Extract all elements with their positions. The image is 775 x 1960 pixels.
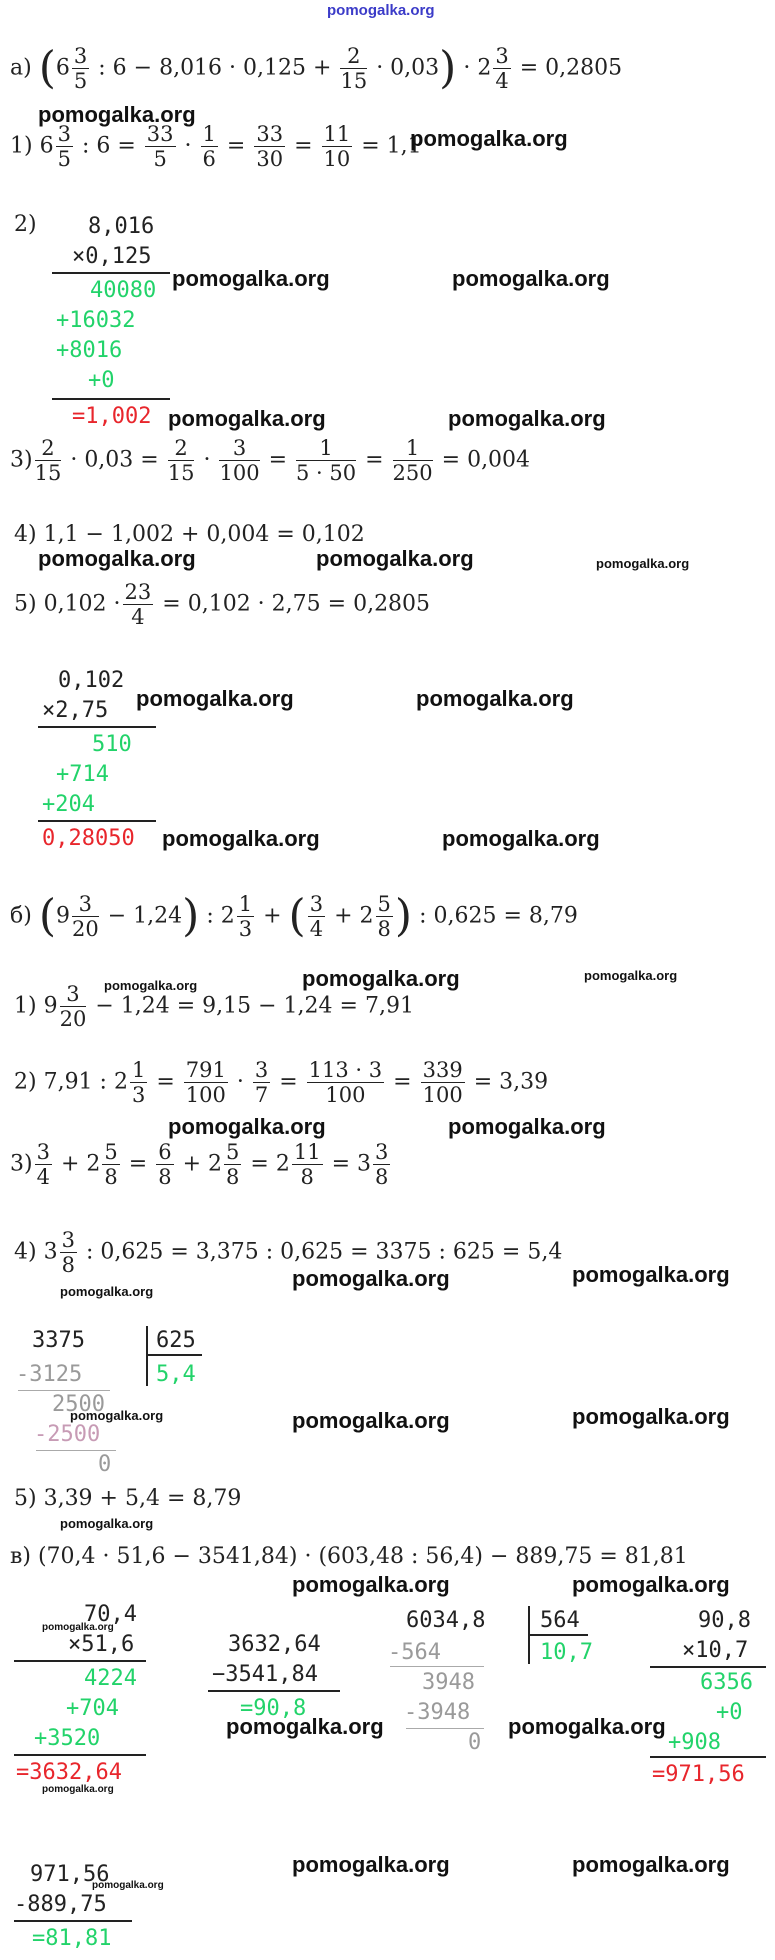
mult-v2-result: =971,56 (652, 1762, 745, 1787)
div-v-rem1: 3948 (422, 1670, 475, 1695)
divider-line (38, 726, 156, 728)
watermark-small: pomogalka.org (60, 1516, 154, 1531)
div-v-quotient: 10,7 (540, 1640, 593, 1665)
watermark: pomogalka.org (572, 1404, 730, 1429)
step-b4: 4) 3 $\frac{3}{8}$ : 0,625 = 3,375 : 0,625 = 3375 : 625 = 5,4 (14, 1228, 563, 1278)
task-b: б) (9 $\frac{3}{20}$ − 1,24) : 2 $\frac{1}{3}$ + ( $\frac{3}{4}$ + 2 $\frac{5}{8}$ ) : 0,625 = 8,79 (10, 890, 578, 942)
watermark: pomogalka.org (572, 1262, 730, 1287)
div-v-divisor: 564 (540, 1608, 580, 1633)
mult-v2-partial2: +0 (716, 1700, 743, 1725)
sub-v1-result: =90,8 (240, 1696, 307, 1721)
divider-line (390, 1666, 484, 1667)
divider-line (18, 1390, 110, 1391)
mult-a-partial4: +0 (88, 368, 115, 393)
mult-a2-line1: 0,102 (58, 668, 125, 693)
div-v-rem2: 0 (468, 1730, 482, 1755)
step-a5: 5) 0,102 · $\frac{23}{4}$ = 0,102 · 2,75 = 0,2805 (14, 580, 431, 630)
sub-v2-line2: -889,75 (14, 1892, 107, 1917)
watermark-small: pomogalka.org (60, 1284, 154, 1299)
mult-v2-line2: ×10,7 (682, 1638, 749, 1663)
step-a3: 3) $\frac{2}{15}$ · 0,03 = $\frac{2}{15}$ · $\frac{3}{100}$ = $\frac{1}{5 \cdot 50}$ = $\frac{1}{250}$ = 0,004 (10, 436, 531, 486)
watermark-small: pomogalka.org (596, 556, 690, 571)
watermark-small: pomogalka.org (42, 1784, 114, 1795)
mult-a-line1: 8,016 (88, 214, 155, 239)
watermark: pomogalka.org (452, 266, 610, 291)
sub-v1-line1: 3632,64 (228, 1632, 321, 1657)
mult-a2-partial3: +204 (42, 792, 95, 817)
watermark: pomogalka.org (292, 1266, 450, 1291)
mult-a2-partial1: 510 (92, 732, 132, 757)
watermark-small: pomogalka.org (42, 1622, 114, 1633)
divider-line (14, 1920, 132, 1922)
mult-v2-partial1: 6356 (700, 1670, 753, 1695)
div-v-dividend: 6034,8 (406, 1608, 486, 1633)
mult-a-result: =1,002 (72, 404, 152, 429)
division-bar (146, 1326, 148, 1386)
div-v-sub2: -3948 (404, 1700, 471, 1725)
divider-line (14, 1754, 146, 1756)
step-b1: 1) 9 $\frac{3}{20}$ − 1,24 = 9,15 − 1,24 = 7,91 (14, 982, 414, 1032)
div-b-quotient: 5,4 (156, 1362, 196, 1387)
watermark: pomogalka.org (442, 826, 600, 851)
divider-line (208, 1690, 340, 1692)
mult-a-partial2: +16032 (56, 308, 136, 333)
step-a4: 4) 1,1 − 1,002 + 0,004 = 0,102 (14, 522, 365, 547)
div-b-sub1: -3125 (16, 1362, 83, 1387)
divider-line (528, 1634, 588, 1636)
watermark: pomogalka.org (292, 1408, 450, 1433)
watermark: pomogalka.org (416, 686, 574, 711)
watermark: pomogalka.org (316, 546, 474, 571)
task-a: а) (6 $\frac{3}{5}$ : 6 − 8,016 · 0,125 + $\frac{2}{15}$ · 0,03) · 2 $\frac{3}{4}$ = 0,2805 (10, 42, 623, 94)
sub-v2-result: =81,81 (32, 1926, 112, 1951)
mult-a2-result: 0,28050 (42, 826, 135, 851)
watermark: pomogalka.org (172, 266, 330, 291)
mult-v1-line1: 70,4 (84, 1602, 137, 1627)
step-b3: 3) $\frac{3}{4}$ + 2 $\frac{5}{8}$ = $\frac{6}{8}$ + 2 $\frac{5}{8}$ = 2 $\frac{11}{8}$ = 3 $\frac{3}{8}$ (10, 1140, 389, 1190)
divider-line (146, 1354, 202, 1356)
div-b-rem1: 2500 (52, 1392, 105, 1417)
divider-line (406, 1728, 484, 1729)
watermark: pomogalka.org (38, 102, 196, 127)
watermark-small: pomogalka.org (92, 1880, 164, 1891)
div-b-dividend: 3375 (32, 1328, 85, 1353)
watermark: pomogalka.org (136, 686, 294, 711)
mult-a-partial1: 40080 (90, 278, 157, 303)
divider-line (52, 398, 170, 400)
step-b2: 2) 7,91 : 2 $\frac{1}{3}$ = $\frac{791}{100}$ · $\frac{3}{7}$ = $\frac{113 \cdot 3}{100}$ = $\frac{339}{100}$ = 3,39 (14, 1058, 549, 1108)
div-v-sub1: -564 (388, 1640, 441, 1665)
watermark: pomogalka.org (410, 126, 568, 151)
step-b5: 5) 3,39 + 5,4 = 8,79 (14, 1486, 242, 1511)
paren: ( (38, 42, 56, 94)
watermark: pomogalka.org (226, 1714, 384, 1739)
divider-line (36, 1450, 116, 1451)
mult-a2-line2: ×2,75 (42, 698, 109, 723)
sub-v1-line2: −3541,84 (212, 1662, 318, 1687)
divider-line (650, 1666, 766, 1668)
mult-a2-partial2: +714 (56, 762, 109, 787)
mult-a-partial3: +8016 (56, 338, 123, 363)
watermark: pomogalka.org (448, 1114, 606, 1139)
task-v: в) (70,4 · 51,6 − 3541,84) · (603,48 : 56,4) − 889,75 = 81,81 (10, 1544, 688, 1569)
step-a1: 1) 6 $\frac{3}{5}$ : 6 = $\frac{33}{5}$ · $\frac{1}{6}$ = $\frac{33}{30}$ = $\frac{11}{10}$ = 1,1 (10, 122, 422, 172)
mult-v1-result: =3632,64 (16, 1760, 122, 1785)
watermark: pomogalka.org (292, 1852, 450, 1877)
watermark: pomogalka.org (448, 406, 606, 431)
div-b-rem2: 0 (98, 1452, 112, 1477)
mult-v2-partial3: +908 (668, 1730, 721, 1755)
mult-v2-line1: 90,8 (698, 1608, 751, 1633)
watermark-small: pomogalka.org (70, 1408, 164, 1423)
watermark: pomogalka.org (162, 826, 320, 851)
watermark: pomogalka.org (508, 1714, 666, 1739)
mult-v1-partial1: 4224 (84, 1666, 137, 1691)
mult-v1-line2: ×51,6 (68, 1632, 135, 1657)
site-watermark-top: pomogalka.org (327, 2, 435, 19)
step-a2-label: 2) (14, 212, 37, 237)
divider-line (14, 1660, 146, 1662)
divider-line (38, 820, 156, 822)
mult-a-line2: ×0,125 (72, 244, 152, 269)
task-a-label: а) (10, 55, 32, 81)
sub-v2-line1: 971,56 (30, 1862, 110, 1887)
div-b-sub2: -2500 (34, 1422, 101, 1447)
watermark: pomogalka.org (38, 546, 196, 571)
mult-v1-partial3: +3520 (34, 1726, 101, 1751)
watermark: pomogalka.org (572, 1852, 730, 1877)
watermark: pomogalka.org (168, 406, 326, 431)
watermark: pomogalka.org (572, 1572, 730, 1597)
watermark-small: pomogalka.org (584, 968, 678, 983)
mult-v1-partial2: +704 (66, 1696, 119, 1721)
divider-line (52, 272, 170, 274)
watermark: pomogalka.org (292, 1572, 450, 1597)
div-b-divisor: 625 (156, 1328, 196, 1353)
watermark: pomogalka.org (168, 1114, 326, 1139)
divider-line (650, 1756, 766, 1758)
watermark: pomogalka.org (302, 966, 460, 991)
watermark-small: pomogalka.org (104, 978, 198, 993)
